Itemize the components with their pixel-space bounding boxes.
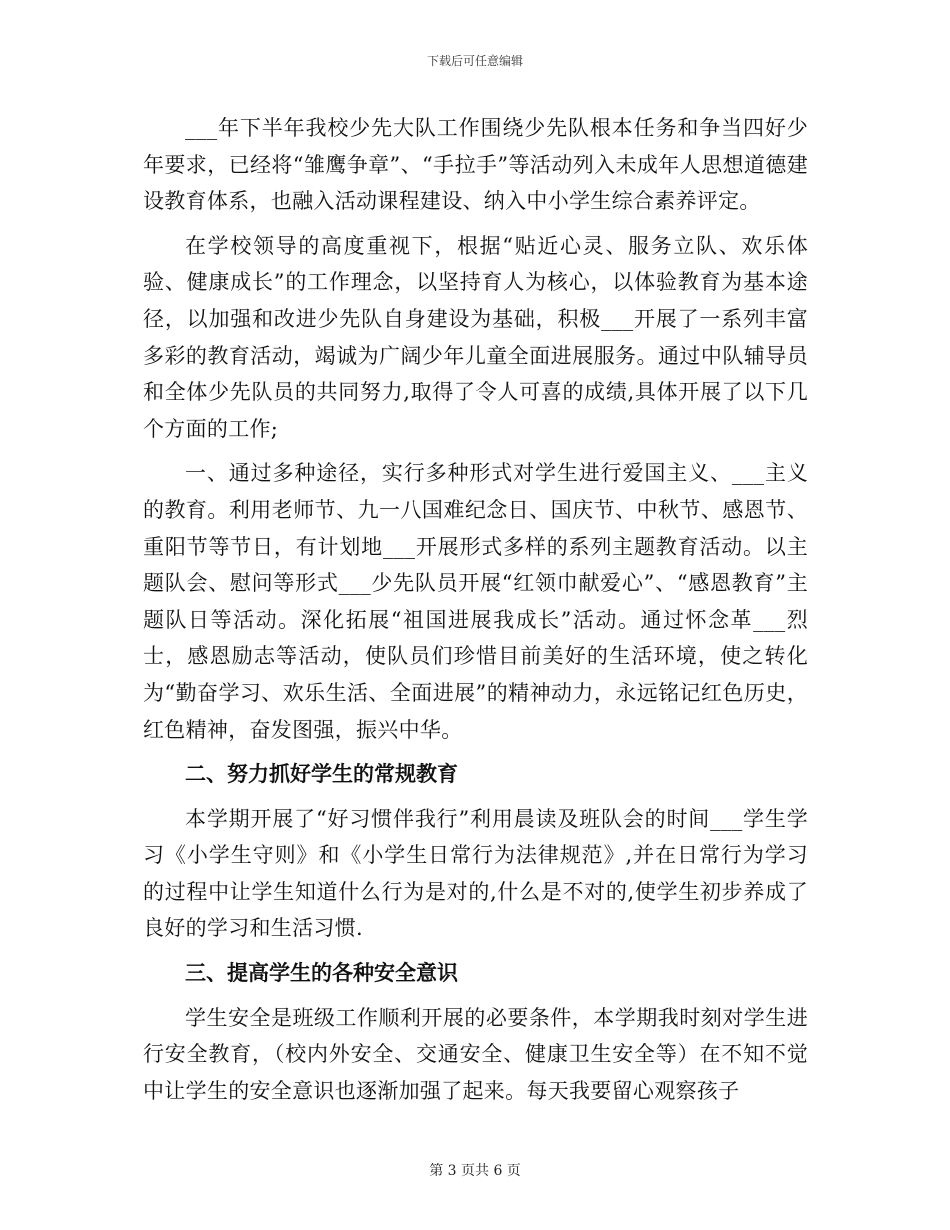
paragraph-overview: 在学校领导的高度重视下，根据“贴近心灵、服务立队、欢乐体验、健康成长”的工作理念，以坚持育人为核心，以体验教育为基本途径，以加强和改进少先队自身建设为基础，积极___开展了一系列丰富多彩的教育活动，竭诚为广阔少年儿童全面进展服务。通过中队辅导员和全体少先队员的共同努力,取得了令人可喜的成绩,具体开展了以下几个方面的工作; — [143, 233, 808, 441]
page-header: 下载后可任意编辑 — [426, 54, 523, 68]
section-3-body: 学生安全是班级工作顺利开展的必要条件，本学期我时刻对学生进行安全教育，（校内外安全、交通安全、健康卫生安全等）在不知不觉中让学生的安全意识也逐渐加强了起来。每天我要留心观察孩子 — [143, 1005, 808, 1103]
page-footer: 第 3 页共 6 页 — [429, 1163, 521, 1179]
document-body — [143, 110, 808, 1117]
section-2-body: 本学期开展了“好习惯伴我行”利用晨读及班队会的时间___学生学习《小学生守则》和《小学生日常行为法律规范》,并在日常行为学习的过程中让学生知道什么行为是对的,什么是不对的,使学生初步养成了良好的学习和生活习惯. — [143, 806, 808, 941]
section-3-heading: 三、提高学生的各种安全意识 — [185, 961, 458, 986]
section-2-heading: 二、努力抓好学生的常规教育 — [185, 762, 458, 787]
paragraph-section-1: 一、通过多种途径，实行多种形式对学生进行爱国主义、___主义的教育。利用老师节、九一八国难纪念日、国庆节、中秋节、感恩节、重阳节等节日，有计划地___开展形式多样的系列主题教育活动。以主题队会、慰问等形式___少先队员开展“红领巾献爱心”、“感恩教育”主题队日等活动。深化拓展“祖国进展我成长”活动。通过怀念革___烈士，感恩励志等活动，使队员们珍惜目前美好的生活环境，使之转化为“勤奋学习、欢乐生活、全面进展”的精神动力，永远铭记红色历史，红色精神，奋发图强，振兴中华。 — [143, 461, 808, 742]
paragraph-intro: ___年下半年我校少先大队工作围绕少先队根本任务和争当四好少年要求，已经将“雏鹰争章”、“手拉手”等活动列入未成年人思想道德建设教育体系，也融入活动课程建设、纳入中小学生综合素养评定。 — [143, 116, 808, 214]
